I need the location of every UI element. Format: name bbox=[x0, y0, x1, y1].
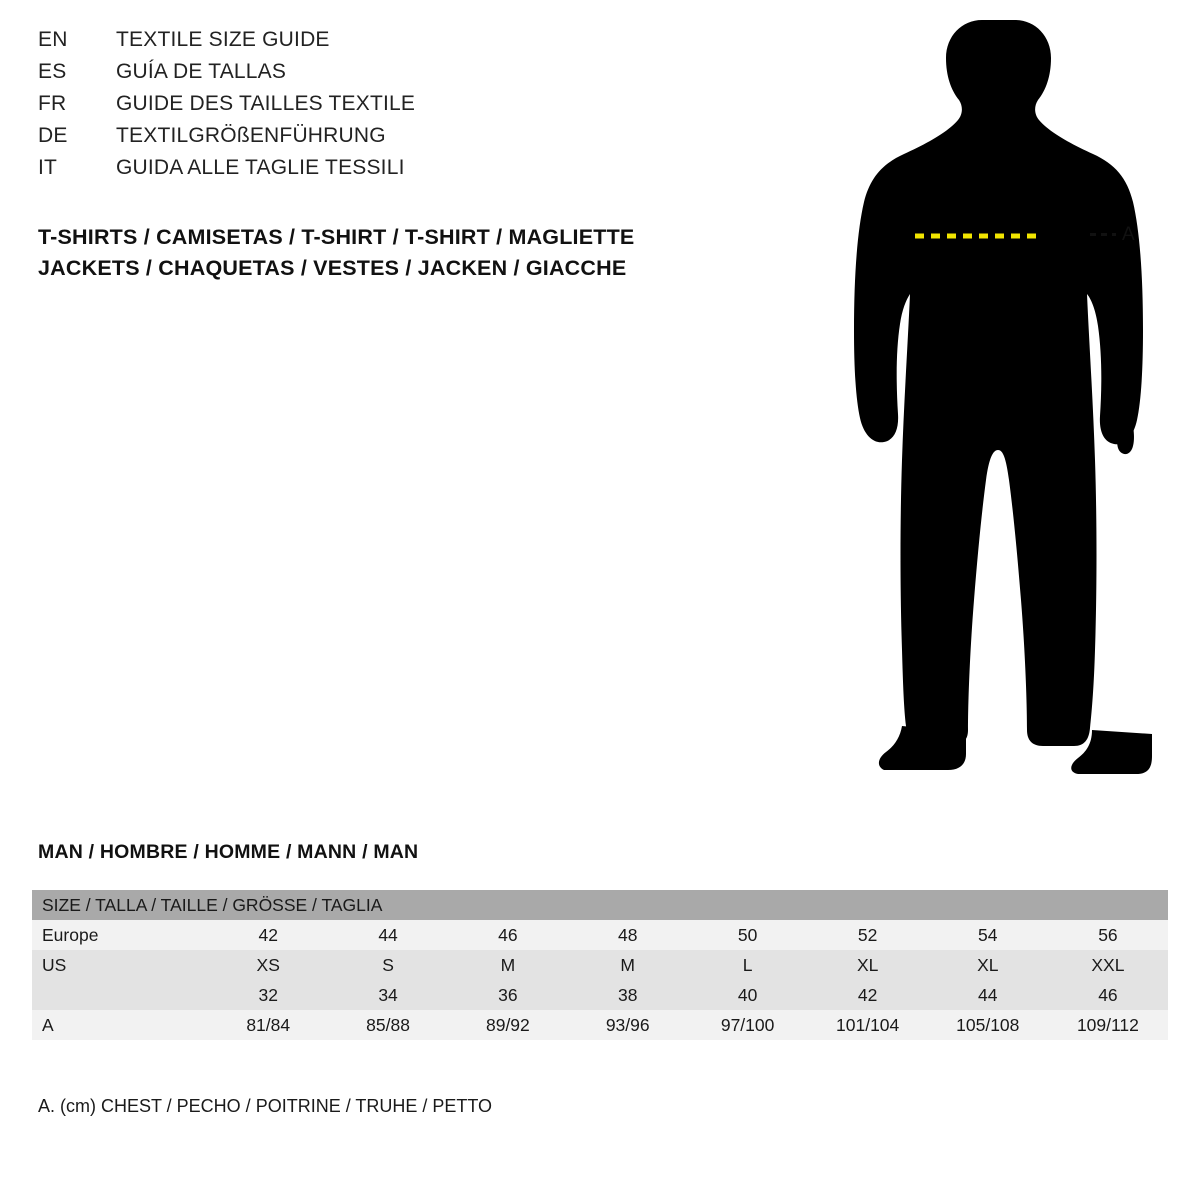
cell: 46 bbox=[1048, 980, 1168, 1010]
cell: 34 bbox=[328, 980, 448, 1010]
footnote-chest: A. (cm) CHEST / PECHO / POITRINE / TRUHE / PETTO bbox=[38, 1096, 493, 1116]
language-row bbox=[38, 124, 738, 156]
cell: 48 bbox=[568, 920, 688, 950]
language-list bbox=[38, 28, 738, 188]
cell: 109/112 bbox=[1048, 1010, 1168, 1040]
row-label: Europe bbox=[32, 920, 208, 950]
category-jackets: JACKETS / CHAQUETAS / VESTES / JACKEN / GIACCHE bbox=[38, 256, 627, 280]
table-header-row bbox=[32, 890, 1168, 920]
language-code: DE bbox=[38, 124, 68, 147]
cell: 52 bbox=[808, 920, 928, 950]
table-title-man: MAN / HOMBRE / HOMME / MANN / MAN bbox=[38, 841, 419, 863]
cell: 97/100 bbox=[688, 1010, 808, 1040]
cell: 42 bbox=[208, 920, 328, 950]
table-row bbox=[32, 920, 1168, 950]
table-row bbox=[32, 980, 1168, 1010]
language-code: ES bbox=[38, 60, 67, 83]
cell: 81/84 bbox=[208, 1010, 328, 1040]
cell: S bbox=[328, 950, 448, 980]
language-row bbox=[38, 156, 738, 188]
cell: 89/92 bbox=[448, 1010, 568, 1040]
row-label: A bbox=[32, 1010, 208, 1040]
cell: XL bbox=[808, 950, 928, 980]
language-code: EN bbox=[38, 28, 68, 51]
cell: 44 bbox=[328, 920, 448, 950]
language-code: FR bbox=[38, 92, 67, 115]
cell: 85/88 bbox=[328, 1010, 448, 1040]
language-row bbox=[38, 28, 738, 60]
cell: 40 bbox=[688, 980, 808, 1010]
language-text: TEXTILE SIZE GUIDE bbox=[116, 28, 330, 51]
cell: M bbox=[448, 950, 568, 980]
language-code: IT bbox=[38, 156, 58, 179]
category-tshirts: T-SHIRTS / CAMISETAS / T-SHIRT / T-SHIRT / MAGLIETTE bbox=[38, 225, 635, 249]
language-text: GUIDE DES TAILLES TEXTILE bbox=[116, 92, 416, 115]
table-header-label: SIZE / TALLA / TAILLE / GRÖSSE / TAGLIA bbox=[32, 890, 1168, 920]
size-table bbox=[32, 890, 1168, 1040]
cell: 38 bbox=[568, 980, 688, 1010]
cell: 101/104 bbox=[808, 1010, 928, 1040]
language-text: GUÍA DE TALLAS bbox=[116, 60, 287, 83]
language-text: GUIDA ALLE TAGLIE TESSILI bbox=[116, 156, 405, 179]
language-row bbox=[38, 60, 738, 92]
cell: 54 bbox=[928, 920, 1048, 950]
cell: 46 bbox=[448, 920, 568, 950]
cell: 56 bbox=[1048, 920, 1168, 950]
cell: 36 bbox=[448, 980, 568, 1010]
table-row bbox=[32, 950, 1168, 980]
cell: 42 bbox=[808, 980, 928, 1010]
cell: 105/108 bbox=[928, 1010, 1048, 1040]
body-silhouette-figure bbox=[830, 10, 1180, 790]
row-label bbox=[32, 980, 208, 1010]
garment-categories bbox=[38, 222, 798, 284]
measure-leader-dashes bbox=[1090, 233, 1116, 236]
cell: XS bbox=[208, 950, 328, 980]
cell: XL bbox=[928, 950, 1048, 980]
cell: XXL bbox=[1048, 950, 1168, 980]
cell: 93/96 bbox=[568, 1010, 688, 1040]
chest-measure-svg bbox=[830, 10, 1180, 790]
table-row bbox=[32, 1010, 1168, 1040]
cell: 44 bbox=[928, 980, 1048, 1010]
cell: 32 bbox=[208, 980, 328, 1010]
measure-label-a: A bbox=[1122, 224, 1135, 245]
row-label: US bbox=[32, 950, 208, 980]
language-row bbox=[38, 92, 738, 124]
cell: M bbox=[568, 950, 688, 980]
cell: L bbox=[688, 950, 808, 980]
language-text: TEXTILGRÖßENFÜHRUNG bbox=[116, 124, 386, 147]
cell: 50 bbox=[688, 920, 808, 950]
